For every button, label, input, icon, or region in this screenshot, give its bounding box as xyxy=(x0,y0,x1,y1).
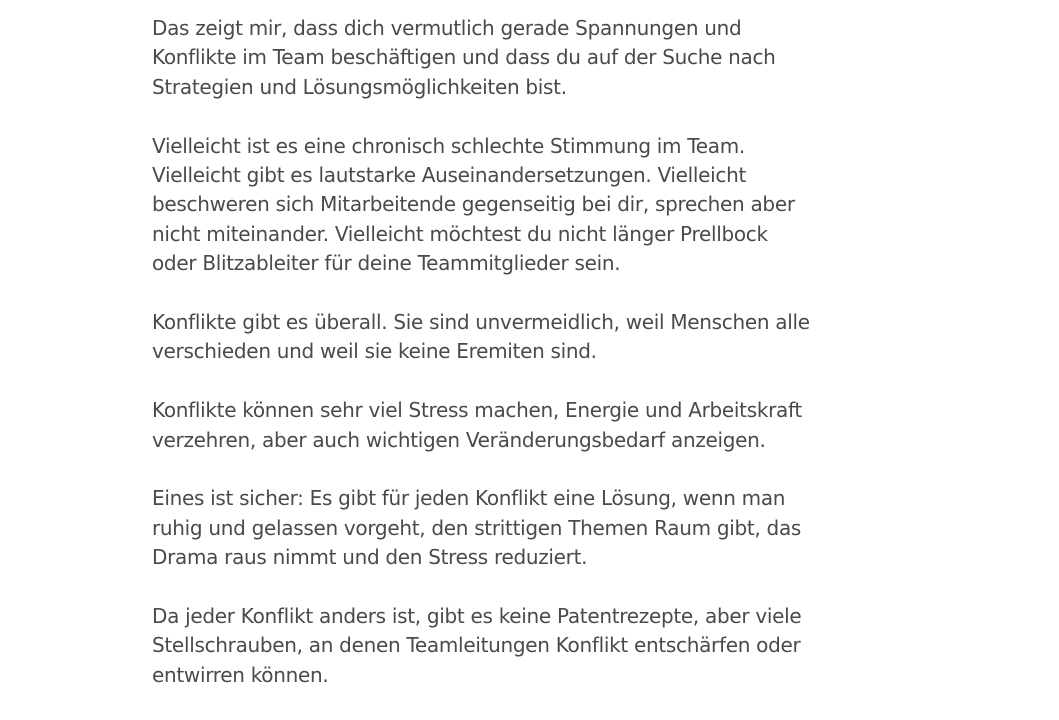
text-line: Vielleicht gibt es lautstarke Auseinandersetzungen. Vielleicht xyxy=(152,163,747,188)
text-line: verschieden und weil sie keine Eremiten sind. xyxy=(152,339,597,364)
text-line: Vielleicht ist es eine chronisch schlechte Stimmung im Team. xyxy=(152,133,745,158)
paragraph-stress xyxy=(152,396,842,455)
text-line: entwirren können. xyxy=(152,662,329,687)
text-line: Drama raus nimmt und den Stress reduziert. xyxy=(152,545,588,570)
text-line: beschweren sich Mitarbeitende gegenseitig bei dir, sprechen aber xyxy=(152,192,795,217)
text-line: nicht miteinander. Vielleicht möchtest du nicht länger Prellbock xyxy=(152,221,768,246)
paragraph-situations xyxy=(152,132,842,279)
text-line: Da jeder Konflikt anders ist, gibt es keine Patentrezepte, aber viele xyxy=(152,604,802,629)
text-line: Konflikte gibt es überall. Sie sind unvermeidlich, weil Menschen alle xyxy=(152,310,810,335)
text-line: Stellschrauben, an denen Teamleitungen Konflikt entschärfen oder xyxy=(152,633,801,658)
text-line: ruhig und gelassen vorgeht, den strittigen Themen Raum gibt, das xyxy=(152,515,802,540)
paragraph-solution xyxy=(152,484,842,572)
article-body xyxy=(152,14,842,720)
text-line: Konflikte im Team beschäftigen und dass du auf der Suche nach xyxy=(152,45,776,70)
text-line: verzehren, aber auch wichtigen Veränderungsbedarf anzeigen. xyxy=(152,427,766,452)
text-line: Eines ist sicher: Es gibt für jeden Konflikt eine Lösung, wenn man xyxy=(152,486,786,511)
text-line: Konflikte können sehr viel Stress machen, Energie und Arbeitskraft xyxy=(152,398,802,423)
paragraph-intro xyxy=(152,14,842,102)
text-line: oder Blitzableiter für deine Teammitglieder sein. xyxy=(152,251,621,276)
paragraph-no-recipes xyxy=(152,602,842,690)
paragraph-conflicts-everywhere xyxy=(152,308,842,367)
text-line: Strategien und Lösungsmöglichkeiten bist. xyxy=(152,74,567,99)
text-line: Das zeigt mir, dass dich vermutlich gerade Spannungen und xyxy=(152,16,742,40)
